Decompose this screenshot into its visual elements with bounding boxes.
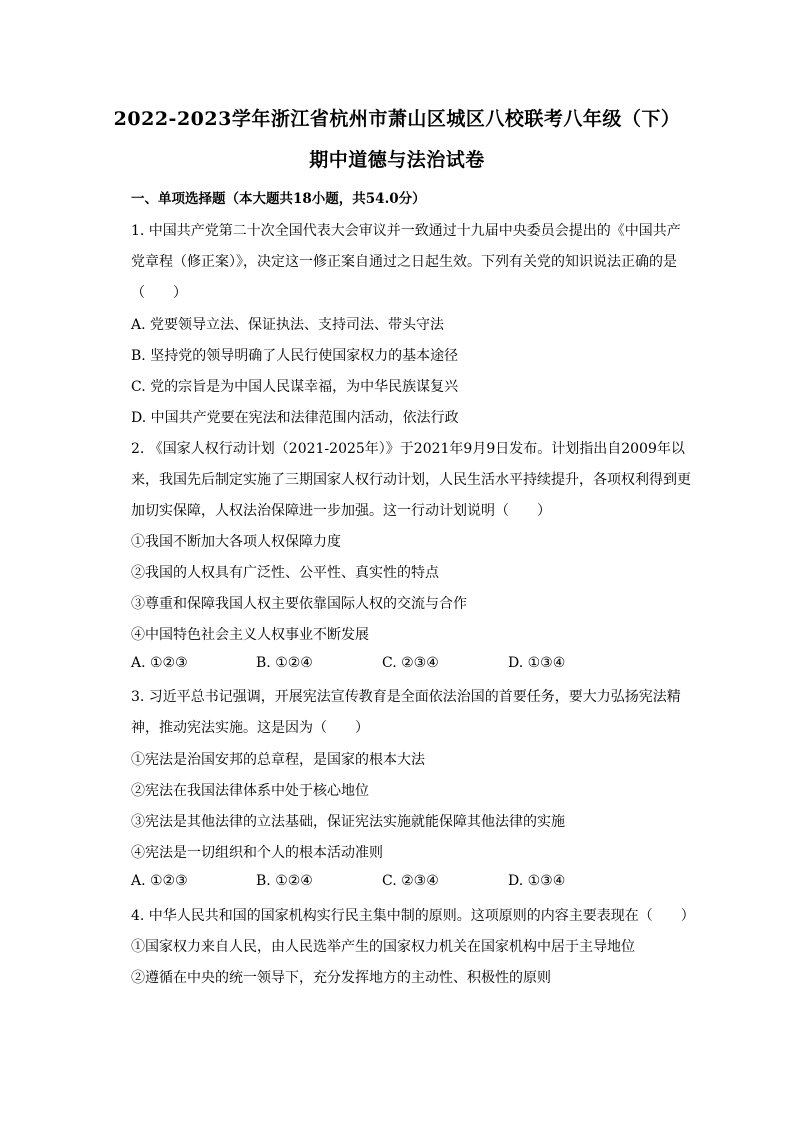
q2-statement-2: ②我国的人权具有广泛性、公平性、真实性的特点 <box>131 565 439 581</box>
q2-option-d: D. ①③④ <box>508 655 566 671</box>
q1-stem-line-2: 党章程（修正案）》，决定这一修正案自通过之日起生效。下列有关党的知识说法正确的是 <box>131 254 677 270</box>
q4-stem-line-1: 4. 中华人民共和国的国家机构实行民主集中制的原则。这项原则的内容主要表现在（ ） <box>131 908 695 924</box>
q2-option-a: A. ①②③ <box>131 655 188 671</box>
q2-statement-4: ④中国特色社会主义人权事业不断发展 <box>131 627 369 643</box>
section-heading: 一、单项选择题（本大题共18小题，共54.0分） <box>131 191 426 207</box>
q2-stem-line-2: 来，我国先后制定实施了三期国家人权行动计划，人民生活水平持续提升，各项权利得到更 <box>131 472 691 488</box>
q4-statement-2: ②遵循在中央的统一领导下，充分发挥地方的主动性、积极性的原则 <box>131 970 551 986</box>
q2-option-b: B. ①②④ <box>256 655 313 671</box>
q2-stem-line-3: 加切实保障，人权法治保障进一步加强。这一行动计划说明（ ） <box>131 503 551 519</box>
q3-statement-1: ①宪法是治国安邦的总章程，是国家的根本大法 <box>131 752 425 768</box>
q3-option-b: B. ①②④ <box>256 873 313 889</box>
q1-stem-line-1: 1. 中国共产党第二十次全国代表大会审议并一致通过十九届中央委员会提出的《中国共产 <box>131 223 681 239</box>
q3-statement-2: ②宪法在我国法律体系中处于核心地位 <box>131 783 369 799</box>
q4-statement-1: ①国家权力来自人民，由人民选举产生的国家权力机关在国家机构中居于主导地位 <box>131 939 635 955</box>
q1-stem-line-3: （ ） <box>131 285 187 301</box>
q2-statement-3: ③尊重和保障我国人权主要依靠国际人权的交流与合作 <box>131 596 467 612</box>
q3-statement-3: ③宪法是其他法律的立法基础，保证宪法实施就能保障其他法律的实施 <box>131 814 565 830</box>
q2-stem-line-1: 2. 《国家人权行动计划（2021-2025年）》于2021年9月9日发布。计划指出自2009年以 <box>131 441 685 457</box>
q2-statement-1: ①我国不断加大各项人权保障力度 <box>131 534 341 550</box>
exam-title-line-1: 2022-2023学年浙江省杭州市萧山区城区八校联考八年级（下） <box>113 108 681 130</box>
q3-option-a: A. ①②③ <box>131 873 188 889</box>
q1-option-c: C. 党的宗旨是为中国人民谋幸福，为中华民族谋复兴 <box>131 379 459 395</box>
q1-option-b: B. 坚持党的领导明确了人民行使国家权力的基本途径 <box>131 348 459 364</box>
q3-option-c: C. ②③④ <box>382 873 439 889</box>
q3-stem-line-2: 神，推动宪法实施。这是因为（ ） <box>131 720 369 736</box>
q3-statement-4: ④宪法是一切组织和个人的根本活动准则 <box>131 845 383 861</box>
q2-option-c: C. ②③④ <box>382 655 439 671</box>
exam-title-line-2: 期中道德与法治试卷 <box>309 149 485 171</box>
q1-option-d: D. 中国共产党要在宪法和法律范围内活动，依法行政 <box>131 410 459 426</box>
q3-stem-line-1: 3. 习近平总书记强调，开展宪法宣传教育是全面依法治国的首要任务，要大力弘扬宪法精 <box>131 689 681 705</box>
q1-option-a: A. 党要领导立法、保证执法、支持司法、带头守法 <box>131 317 445 333</box>
q3-option-d: D. ①③④ <box>508 873 566 889</box>
